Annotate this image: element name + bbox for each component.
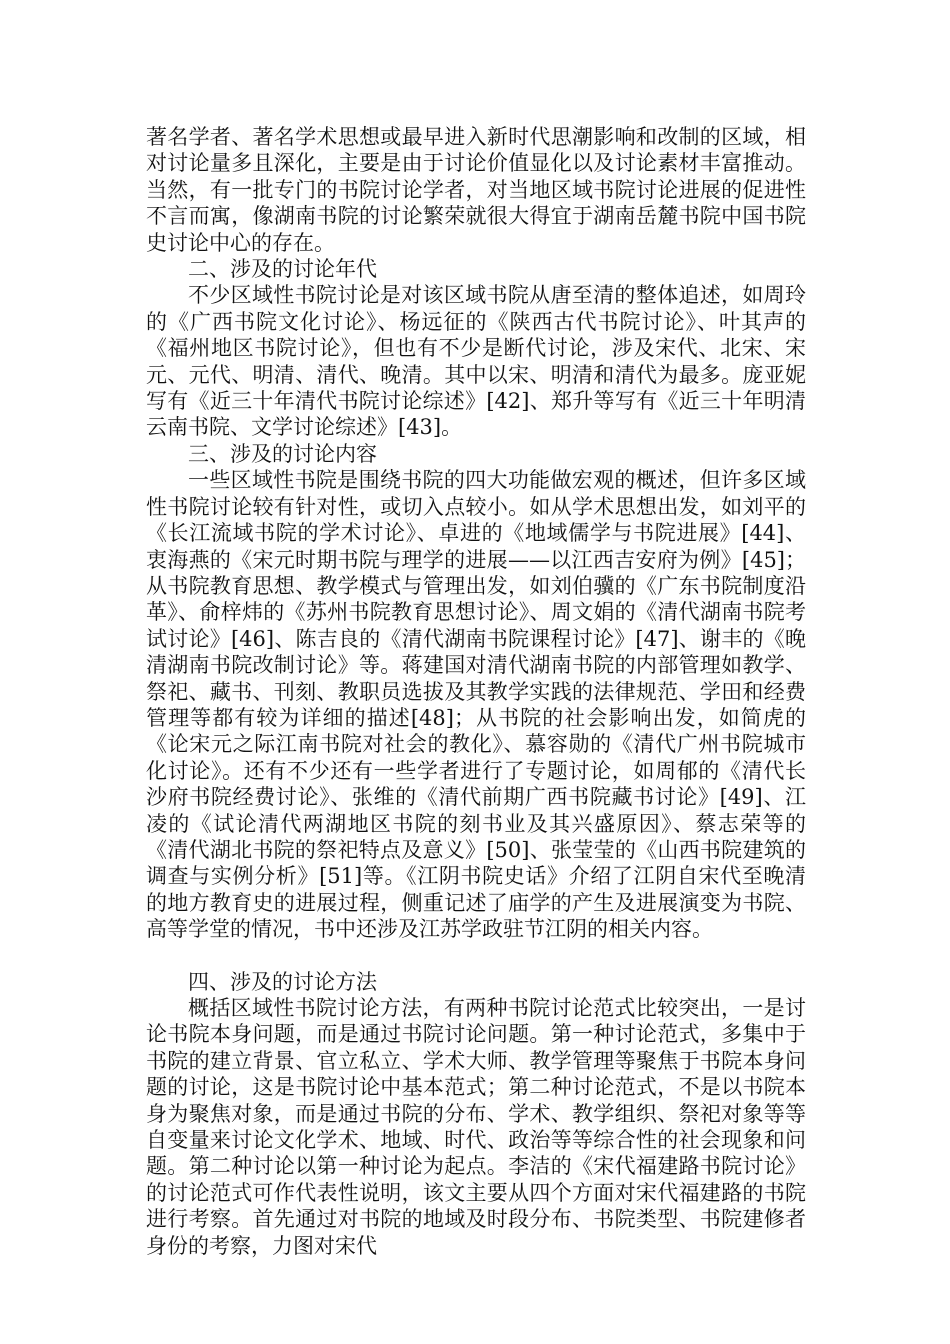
section-heading-4: 四、涉及的讨论方法 xyxy=(188,969,377,994)
paragraph-intro: 著名学者、著名学术思想或最早进入新时代思潮影响和改制的区域，相对讨论量多且深化，主要是由于讨论价值显化以及讨论素材丰富推动。当然，有一批专门的书院讨论学者，对当地区域书院讨论进展的促进性不言而寓，像湖南书院的讨论繁荣就很大得宜于湖南岳麓书院中国书院史讨论中心的存在。 xyxy=(146,125,806,255)
section-heading-2: 二、涉及的讨论年代 xyxy=(188,257,377,282)
document-page xyxy=(146,124,806,1259)
section-heading-3: 三、涉及的讨论内容 xyxy=(188,441,377,466)
paragraph-section-2: 不少区域性书院讨论是对该区域书院从唐至清的整体追述，如周玲的《广西书院文化讨论》、杨远征的《陕西古代书院讨论》、叶其声的《福州地区书院讨论》，但也有不少是断代讨论，涉及宋代、北宋、宋元、元代、明清、清代、晚清。其中以宋、明清和清代为最多。庞亚妮写有《近三十年清代书院讨论综述》[42]、郑升等写有《近三十年明清云南书院、文学讨论综述》[43]。 xyxy=(146,283,806,440)
paragraph-section-3: 一些区域性书院是围绕书院的四大功能做宏观的概述，但许多区域性书院讨论较有针对性，或切入点较小。如从学术思想出发，如刘平的《长江流域书院的学术讨论》、卓进的《地域儒学与书院进展》[44]、衷海燕的《宋元时期书院与理学的进展——以江西吉安府为例》[45]；从书院教育思想、教学模式与管理出发，如刘伯骥的《广东书院制度沿革》、俞梓炜的《苏州书院教育思想讨论》、周文娟的《清代湖南书院考试讨论》[46]、陈吉良的《清代湖南书院课程讨论》[47]、谢丰的《晚清湖南书院改制讨论》等。蒋建国对清代湖南书院的内部管理如教学、祭祀、藏书、刊刻、教职员选拔及其教学实践的法律规范、学田和经费管理等都有较为详细的描述[48]；从书院的社会影响出发，如简虎的《论宋元之际江南书院对社会的教化》、慕容勋的《清代广州书院城市化讨论》。还有不少还有一些学者进行了专题讨论，如周郁的《清代长沙府书院经费讨论》、张维的《清代前期广西书院藏书讨论》[49]、江凌的《试论清代两湖地区书院的刻书业及其兴盛原因》、蔡志荣等的《清代湖北书院的祭祀特点及意义》[50]、张莹莹的《山西书院建筑的调查与实例分析》[51]等。《江阴书院史话》介绍了江阴自宋代至晚清的地方教育史的进展过程，侧重记述了庙学的产生及进展演变为书院、高等学堂的情况，书中还涉及江苏学政驻节江阴的相关内容。 xyxy=(146,468,806,942)
paragraph-section-4: 概括区域性书院讨论方法，有两种书院讨论范式比较突出，一是讨论书院本身问题，而是通过书院讨论问题。第一种讨论范式，多集中于书院的建立背景、官立私立、学术大师、教学管理等聚焦于书院本身问题的讨论，这是书院讨论中基本范式；第二种讨论范式，不是以书院本身为聚焦对象，而是通过书院的分布、学术、教学组织、祭祀对象等等自变量来讨论文化学术、地域、时代、政治等等综合性的社会现象和问题。第二种讨论以第一种讨论为起点。李洁的《宋代福建路书院讨论》的讨论范式可作代表性说明，该文主要从四个方面对宋代福建路的书院进行考察。首先通过对书院的地域及时段分布、书院类型、书院建修者身份的考察，力图对宋代 xyxy=(146,996,806,1258)
paragraph-gap xyxy=(146,943,806,969)
